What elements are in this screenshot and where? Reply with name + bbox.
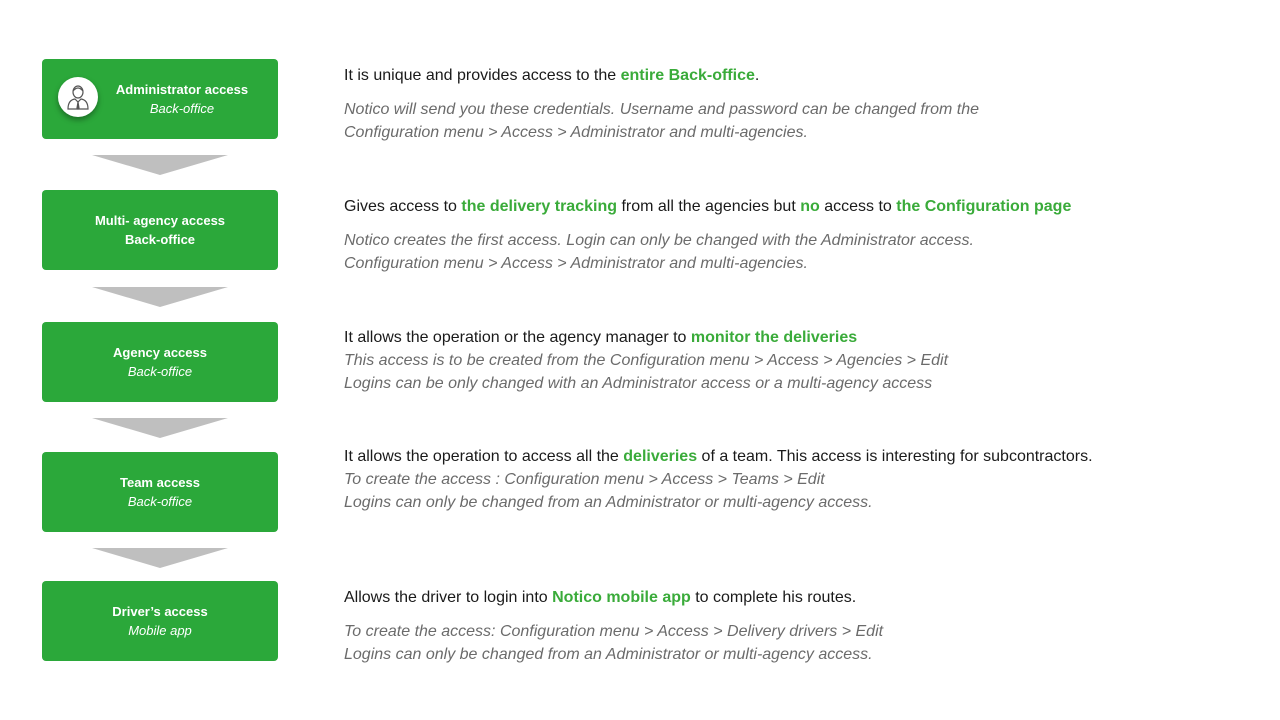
description-note: Logins can be only changed with an Administrator access or a multi-agency access [344, 375, 933, 392]
level-title: Agency access [113, 345, 207, 360]
description-note: Logins can only be changed from an Administrator or multi-agency access. [344, 646, 873, 663]
text-run: Gives access to [344, 198, 462, 215]
text-run: access to [819, 198, 897, 215]
down-arrow-icon [92, 418, 228, 438]
description-main [344, 196, 1071, 218]
highlight-text: the delivery tracking [461, 198, 617, 215]
level-subtitle: Back-office [124, 232, 196, 247]
down-arrow-icon [92, 287, 228, 307]
text-run: from all the agencies but [617, 198, 801, 215]
description-main [344, 446, 1093, 468]
highlight-text: entire Back-office [620, 67, 755, 84]
down-arrow-icon [92, 548, 228, 568]
text-run: . [754, 67, 760, 84]
text-run: It allows the operation or the agency manager to [344, 329, 691, 346]
down-arrow-icon [92, 155, 228, 175]
description-administrator [344, 65, 979, 144]
level-subtitle: Back-office [127, 494, 193, 509]
level-title: Driver’s access [112, 604, 208, 619]
description-main [344, 587, 883, 609]
description-note: To create the access : Configuration menu > Access > Teams > Edit [344, 471, 825, 488]
description-main [344, 65, 979, 87]
text-run: Allows the driver to login into [344, 589, 553, 606]
description-note: Notico will send you these credentials. Username and password can be changed from the [344, 101, 980, 118]
level-box-team [42, 452, 278, 532]
text-run: It allows the operation to access all the [344, 448, 624, 465]
level-title: Administrator access [115, 82, 249, 97]
description-note: Configuration menu > Access > Administrator and multi-agencies. [344, 255, 808, 272]
highlight-text: no [800, 198, 820, 215]
description-main [344, 327, 948, 349]
description-note: To create the access: Configuration menu > Access > Delivery drivers > Edit [344, 623, 884, 640]
description-team [344, 446, 1093, 514]
description-note: Logins can only be changed from an Administrator or multi-agency access. [344, 494, 873, 511]
level-subtitle: Back-office [127, 364, 193, 379]
description-multi-agency [344, 196, 1071, 275]
description-agency [344, 327, 948, 395]
text-run: of a team. This access is interesting for subcontractors. [697, 448, 1093, 465]
highlight-text: the Configuration page [896, 198, 1072, 215]
description-note: Notico creates the first access. Login can only be changed with the Administrator access. [344, 232, 974, 249]
highlight-text: deliveries [623, 448, 698, 465]
level-title: Team access [120, 475, 200, 490]
level-title: Multi- agency access [94, 213, 226, 228]
description-note: This access is to be created from the Configuration menu > Access > Agencies > Edit [344, 352, 949, 369]
level-box-driver [42, 581, 278, 661]
description-driver [344, 587, 883, 666]
description-note: Configuration menu > Access > Administrator and multi-agencies. [344, 124, 808, 141]
level-box-multi-agency [42, 190, 278, 270]
text-run: to complete his routes. [690, 589, 857, 606]
highlight-text: Notico mobile app [552, 589, 691, 606]
user-avatar-icon [58, 77, 98, 117]
level-box-agency [42, 322, 278, 402]
text-run: It is unique and provides access to the [344, 67, 621, 84]
level-subtitle: Mobile app [128, 623, 192, 638]
highlight-text: monitor the deliveries [690, 329, 858, 346]
level-box-administrator [42, 59, 278, 139]
level-subtitle: Back-office [149, 101, 215, 116]
